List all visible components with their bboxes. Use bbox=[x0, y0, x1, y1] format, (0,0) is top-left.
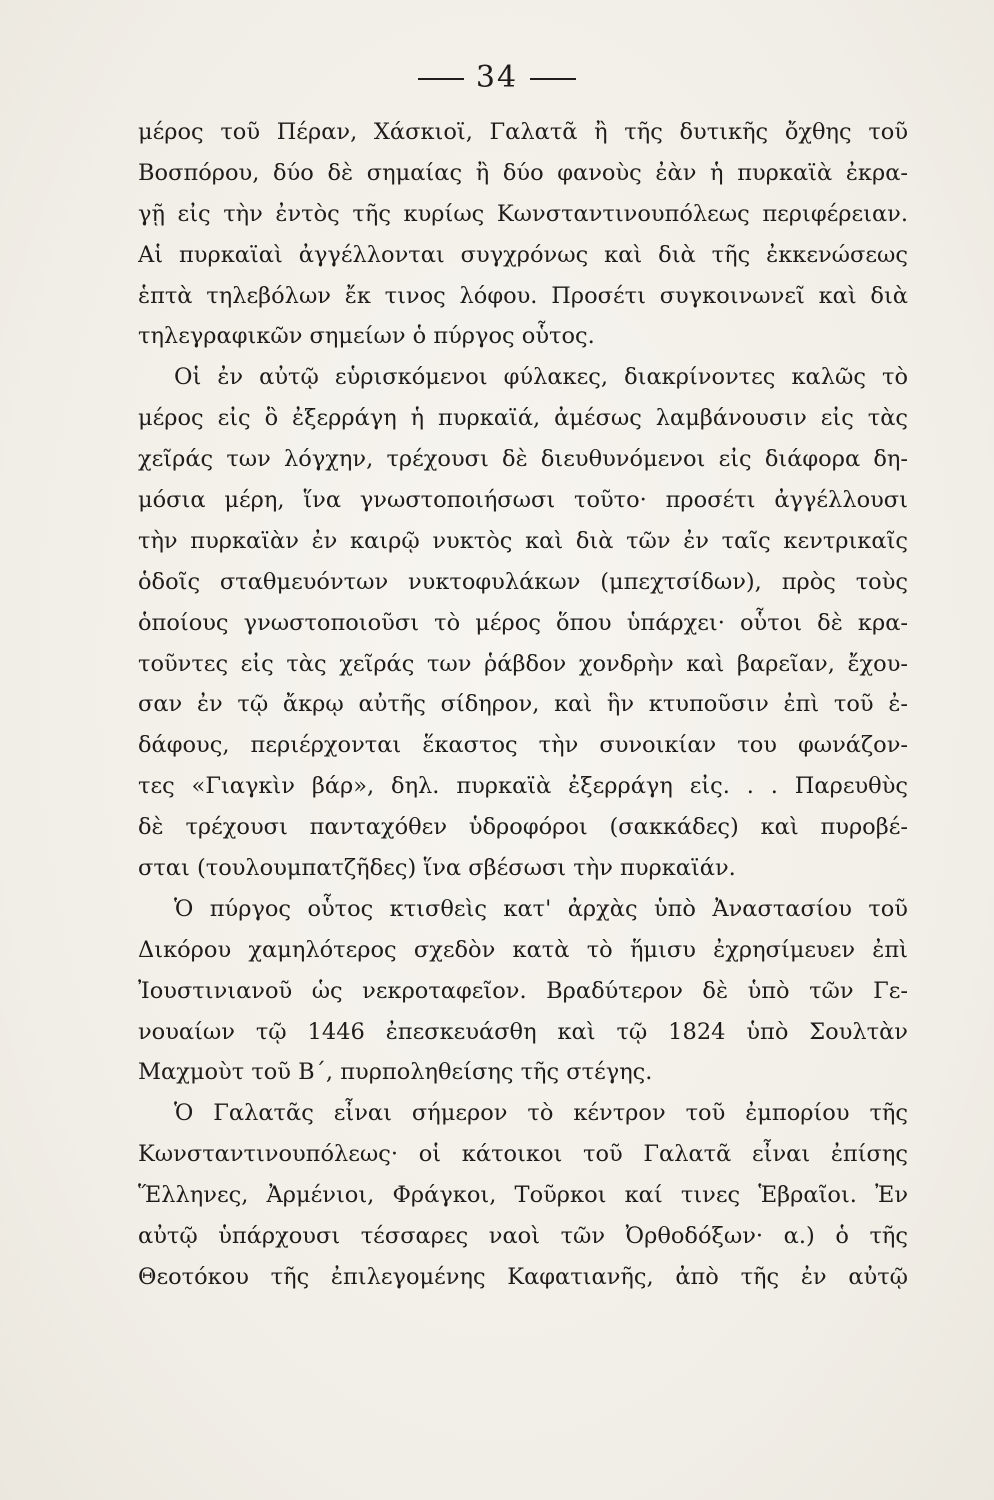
text-line: Θεοτόκου τῆς ἐπιλεγομένης Καφατιανῆς, ἀπὸ τῆς ἐν αὐτῷ bbox=[138, 1263, 908, 1290]
text-line: Ἰουστινιανοῦ ὡς νεκροταφεῖον. Βραδύτερον δὲ ὑπὸ τῶν Γε- bbox=[138, 977, 908, 1004]
text-line: γῇ εἰς τὴν ἐντὸς τῆς κυρίως Κωνσταντινουπόλεως περιφέρειαν. bbox=[138, 200, 908, 227]
text-line: τες «Γιαγκὶν βάρ», δηλ. πυρκαϊὰ ἐξερράγη εἰς. . . Παρευθὺς bbox=[138, 773, 908, 800]
text-line: Ὁ πύργος οὗτος κτισθεὶς κατ' ἀρχὰς ὑπὸ Ἀναστασίου τοῦ bbox=[174, 895, 908, 922]
text-line: νουαίων τῷ 1446 ἐπεσκευάσθη καὶ τῷ 1824 ὑπὸ Σουλτὰν bbox=[138, 1018, 908, 1045]
text-line: τοῦντες εἰς τὰς χεῖράς των ῥάβδον χονδρὴν καὶ βαρεῖαν, ἔχου- bbox=[138, 650, 908, 677]
text-line: τηλεγραφικῶν σημείων ὁ πύργος οὗτος. bbox=[138, 323, 595, 350]
text-line: μέρος εἰς ὃ ἐξερράγη ἡ πυρκαϊά, ἀμέσως λαμβάνουσιν εἰς τὰς bbox=[138, 405, 908, 432]
text-line: Μαχμοὺτ τοῦ Β΄, πυρποληθείσης τῆς στέγης. bbox=[138, 1059, 653, 1086]
text-line: Αἱ πυρκαϊαὶ ἀγγέλλονται συγχρόνως καὶ διὰ τῆς ἐκκενώσεως bbox=[138, 241, 908, 268]
text-line: μέρος τοῦ Πέραν, Χάσκιοϊ, Γαλατᾶ ἢ τῆς δυτικῆς ὄχθης τοῦ bbox=[138, 119, 908, 145]
right-dash bbox=[530, 78, 576, 80]
text-line: χεῖράς των λόγχην, τρέχουσι δὲ διευθυνόμενοι εἰς διάφορα δη- bbox=[138, 446, 908, 473]
text-line: δὲ τρέχουσι πανταχόθεν ὑδροφόροι (σακκάδες) καὶ πυροβέ- bbox=[138, 814, 908, 841]
text-line: ὁδοῖς σταθμευόντων νυκτοφυλάκων (μπεχτσίδων), πρὸς τοὺς bbox=[138, 568, 908, 595]
text-line: Οἱ ἐν αὐτῷ εὑρισκόμενοι φύλακες, διακρίνοντες καλῶς τὸ bbox=[174, 364, 908, 391]
left-dash bbox=[418, 78, 464, 80]
body-text bbox=[138, 112, 908, 1298]
text-line: αὐτῷ ὑπάρχουσι τέσσαρες ναοὶ τῶν Ὀρθοδόξων· α.) ὁ τῆς bbox=[138, 1223, 908, 1250]
text-line: σαν ἐν τῷ ἄκρῳ αὐτῆς σίδηρον, καὶ ἣν κτυποῦσιν ἐπὶ τοῦ ἐ- bbox=[138, 691, 908, 718]
text-line: Κωνσταντινουπόλεως· οἱ κάτοικοι τοῦ Γαλατᾶ εἶναι ἐπίσης bbox=[138, 1141, 908, 1168]
page-number: 34 bbox=[475, 60, 519, 95]
text-line: τὴν πυρκαϊὰν ἐν καιρῷ νυκτὸς καὶ διὰ τῶν ἐν ταῖς κεντρικαῖς bbox=[138, 527, 908, 554]
text-line: δάφους, περιέρχονται ἕκαστος τὴν συνοικίαν του φωνάζον- bbox=[138, 732, 908, 759]
text-line: σται (τουλουμπατζῆδες) ἵνα σβέσωσι τὴν πυρκαϊάν. bbox=[138, 855, 736, 882]
text-line: Ἕλληνες, Ἀρμένιοι, Φράγκοι, Τοῦρκοι καί τινες Ἑβραῖοι. Ἐν bbox=[138, 1182, 908, 1209]
text-line: Ὁ Γαλατᾶς εἶναι σήμερον τὸ κέντρον τοῦ ἐμπορίου τῆς bbox=[174, 1100, 908, 1127]
text-line: Δικόρου χαμηλότερος σχεδὸν κατὰ τὸ ἥμισυ ἐχρησίμευεν ἐπὶ bbox=[138, 936, 908, 963]
page-number-header bbox=[0, 60, 994, 95]
text-line: ἑπτὰ τηλεβόλων ἔκ τινος λόφου. Προσέτι συγκοινωνεῖ καὶ διὰ bbox=[138, 282, 908, 309]
text-line: μόσια μέρη, ἵνα γνωστοποιήσωσι τοῦτο· προσέτι ἀγγέλλουσι bbox=[138, 487, 908, 514]
text-line: ὁποίους γνωστοποιοῦσι τὸ μέρος ὅπου ὑπάρχει· οὗτοι δὲ κρα- bbox=[138, 609, 908, 636]
text-line: Βοσπόρου, δύο δὲ σημαίας ἢ δύο φανοὺς ἐὰν ἡ πυρκαϊὰ ἐκρα- bbox=[138, 159, 908, 186]
